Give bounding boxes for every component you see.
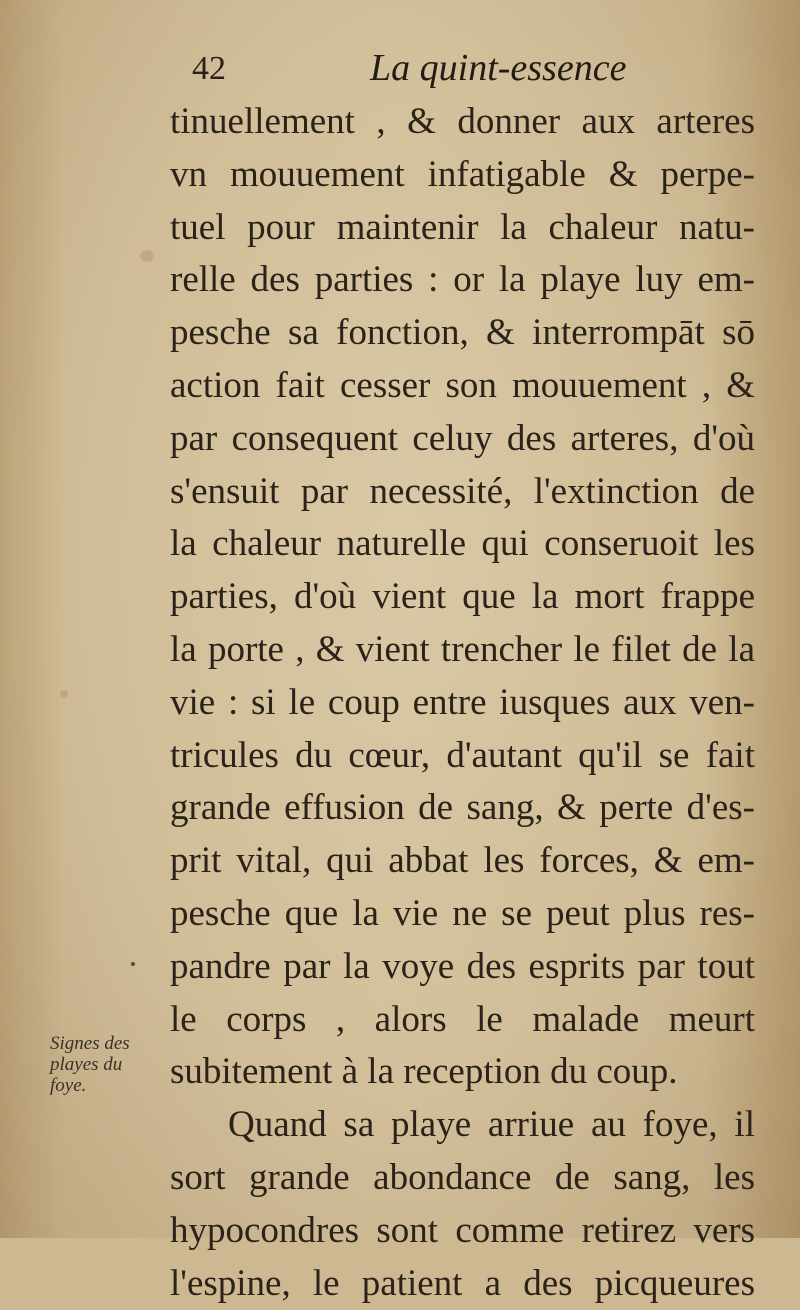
text-line: la chaleur naturelle qui conseruoit les: [170, 523, 755, 565]
text-line: hypocondres sont comme retirez vers: [170, 1209, 755, 1251]
marginal-note-line: Signes des: [50, 1033, 130, 1054]
marginal-note: [50, 1033, 160, 1096]
text-line: sort grande abondance de sang, les: [170, 1156, 755, 1198]
text-line: pesche que la vie ne se peut plus res-: [170, 892, 755, 934]
text-line: Quand sa playe arriue au foye, il: [228, 1104, 755, 1146]
paper-stain: [60, 690, 68, 698]
text-line: tinuellement , & donner aux arteres: [170, 101, 755, 142]
body-text: [170, 96, 770, 1310]
text-line: subitement à la reception du coup.: [170, 1051, 678, 1093]
text-line: grande effusion de sang, & perte d'es-: [170, 787, 755, 829]
text-line: pandre par la voye des esprits par tout: [170, 945, 755, 987]
text-line: parties, d'où vient que la mort frappe: [170, 576, 755, 618]
running-head-title: La quint-essence: [370, 47, 627, 89]
marginal-note-line: foye.: [50, 1075, 87, 1096]
marginal-note-line: playes du: [50, 1054, 123, 1075]
text-line: le corps , alors le malade meurt: [170, 998, 755, 1040]
text-line: relle des parties : or la playe luy em-: [170, 259, 755, 301]
text-line: vn mouuement infatigable & perpe-: [170, 153, 755, 195]
paper-stain: [140, 250, 154, 262]
text-line: tuel pour maintenir la chaleur natu-: [170, 206, 755, 248]
paper-speck: [131, 962, 135, 966]
text-line: la porte , & vient trencher le filet de la: [170, 628, 755, 670]
text-line: s'ensuit par necessité, l'extinction de: [170, 470, 755, 512]
page-number: 42: [192, 50, 226, 87]
text-line: vie : si le coup entre iusques aux ven-: [170, 681, 755, 723]
text-line: action fait cesser son mouuement , &: [170, 364, 755, 406]
text-line: pesche sa fonction, & interrompāt sō: [170, 312, 755, 354]
text-line: tricules du cœur, d'autant qu'il se fait: [170, 734, 755, 776]
text-line: l'espine, le patient a des picqueures: [170, 1262, 755, 1304]
text-line: prit vital, qui abbat les forces, & em-: [170, 840, 755, 882]
running-head: [190, 44, 750, 94]
text-line: par consequent celuy des arteres, d'où: [170, 417, 755, 459]
